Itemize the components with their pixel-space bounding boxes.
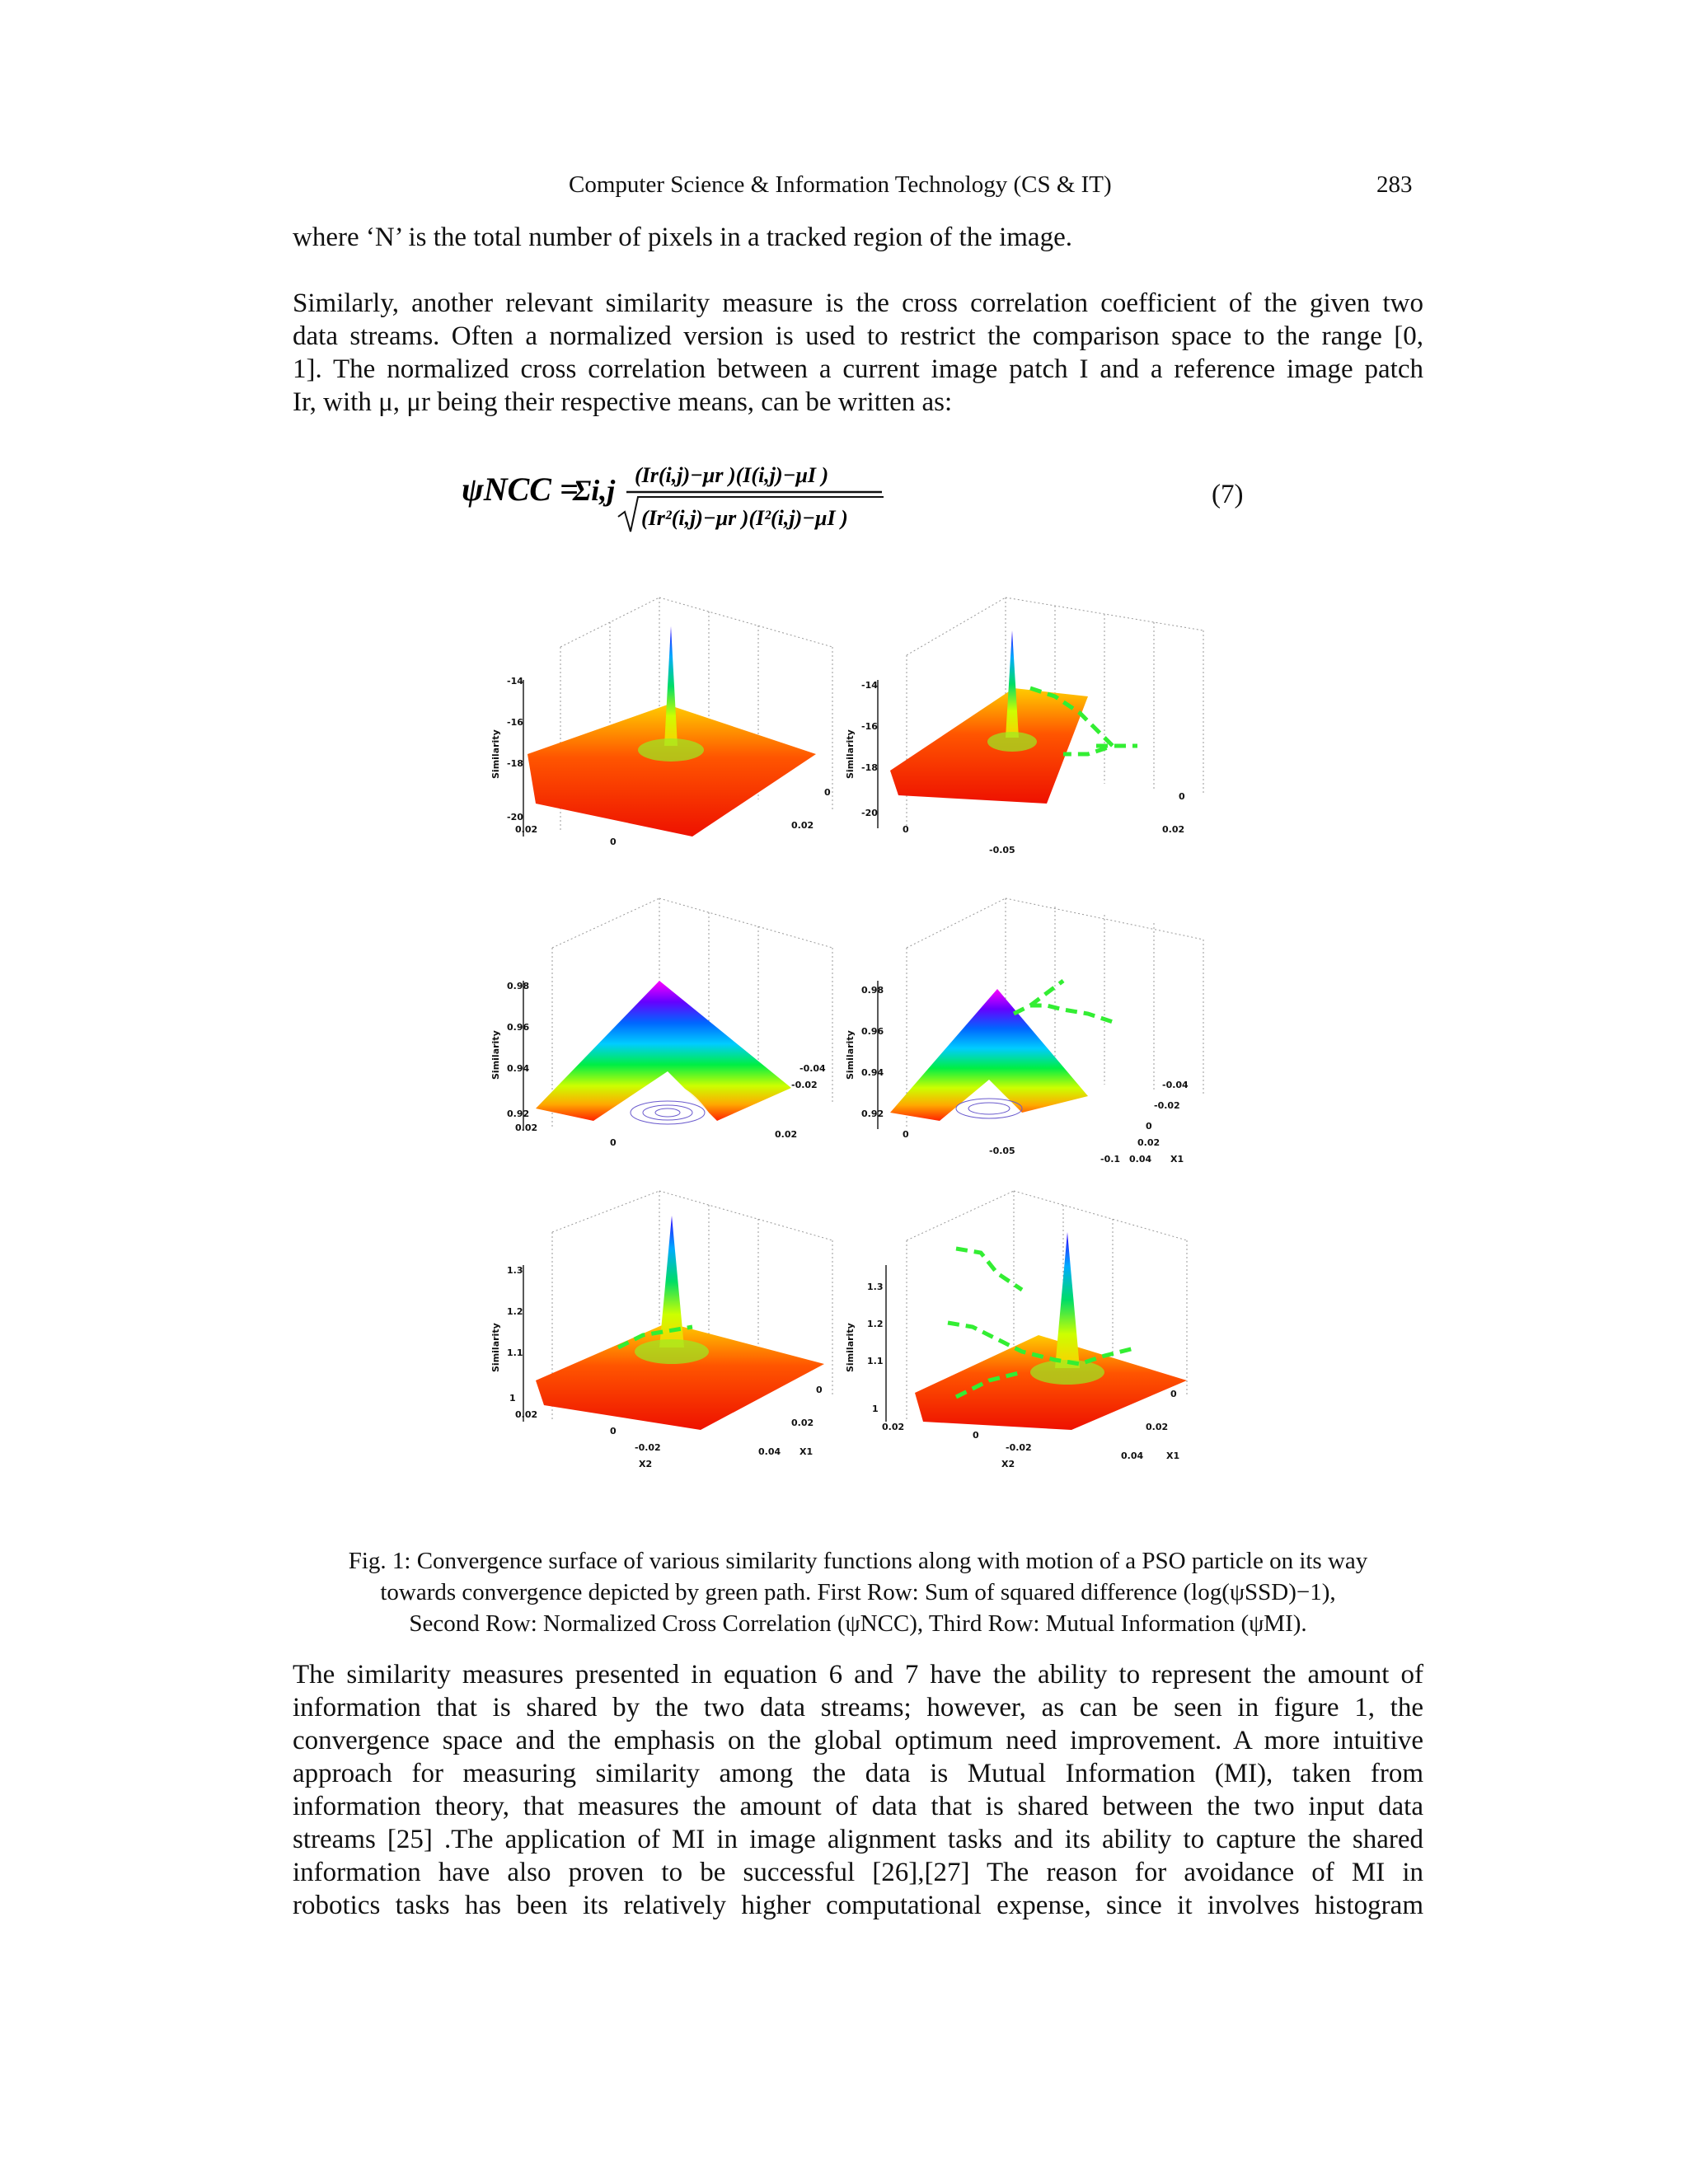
panel-ssd-left	[490, 589, 857, 886]
paragraph-3	[293, 1658, 1423, 1922]
paragraph-line: where ‘N’ is the total number of pixels in a tracked region of the image.	[293, 223, 1072, 252]
ytick: 0.92	[507, 1108, 530, 1119]
ytick: 1.2	[507, 1306, 523, 1317]
xtick: 0.02	[1162, 824, 1185, 835]
ytick: 0.94	[507, 1063, 530, 1074]
panel-ncc-right	[845, 890, 1212, 1187]
xtick: 0.02	[1146, 1422, 1169, 1432]
paragraph-line: Ir, with μ, μr being their respective means, can be written as:	[293, 387, 953, 417]
paragraph-line: information that is shared by the two data streams; however, as can be seen in figure 1, the	[293, 1693, 1423, 1722]
ytick: 1.3	[867, 1282, 884, 1292]
ytick: 0.94	[861, 1067, 884, 1078]
panel-mi-right	[845, 1183, 1212, 1479]
xtick: -0.02	[791, 1080, 818, 1090]
equation-sum: Σi,j	[573, 474, 616, 507]
ytick: -16	[507, 717, 523, 728]
xtick: 0	[1179, 791, 1185, 802]
ytick: 1	[872, 1404, 879, 1414]
ytick: -14	[507, 676, 523, 687]
xtick: 0.02	[775, 1129, 798, 1140]
ytick: 0.96	[507, 1022, 530, 1033]
xtick: 0	[610, 1426, 617, 1436]
panel-ncc-left	[490, 890, 857, 1187]
x1-label: X1	[799, 1446, 814, 1457]
surface-plot	[845, 890, 1212, 1187]
xtick: 0.02	[791, 1418, 814, 1428]
surface-plot	[490, 1183, 857, 1479]
xtick: -0.05	[989, 845, 1015, 855]
xtick: 0.02	[882, 1422, 905, 1432]
x1-label: X1	[1166, 1451, 1180, 1461]
paragraph-line: The similarity measures presented in equation 6 and 7 have the ability to represent the amount of	[293, 1660, 1423, 1690]
xtick: -0.04	[799, 1063, 826, 1074]
peak	[664, 626, 678, 746]
journal-title: Computer Science & Information Technology (CS & IT)	[569, 171, 1112, 198]
paragraph-line: information theory, that measures the amount of data that is shared between the two input data	[293, 1792, 1423, 1821]
xtick: -0.02	[635, 1442, 661, 1453]
ylabel: Similarity	[490, 729, 501, 779]
panel-mi-left	[490, 1183, 857, 1479]
ytick: -18	[507, 758, 523, 769]
xtick: -0.05	[989, 1146, 1015, 1156]
ylabel: Similarity	[490, 1323, 501, 1372]
equation-graphic	[462, 449, 1253, 548]
paragraph-line: convergence space and the emphasis on the global optimum need improvement. A more intuitive	[293, 1726, 1423, 1755]
paragraph-line: streams [25] .The application of MI in image alignment tasks and its ability to capture the shared	[293, 1825, 1423, 1854]
xtick: 0	[973, 1430, 979, 1441]
equation-denominator: (Ir²(i,j)−μr )(I²(i,j)−μI )	[641, 506, 848, 530]
page-number: 283	[1376, 171, 1413, 198]
xtick: -0.04	[1162, 1080, 1189, 1090]
paragraph-line: information have also proven to be successful [26],[27] The reason for avoidance of MI in	[293, 1858, 1423, 1887]
ytick: -20	[507, 812, 523, 823]
ytick: -18	[861, 762, 878, 773]
paragraph-line: robotics tasks has been its relatively higher computational expense, since it involves histogram	[293, 1891, 1423, 1920]
xtick: 0.02	[515, 1122, 538, 1133]
xtick: 0.02	[791, 820, 814, 831]
xtick: 0.04	[1121, 1451, 1144, 1461]
figure-caption	[293, 1545, 1423, 1639]
caption-line: Second Row: Normalized Cross Correlation (ψNCC), Third Row: Mutual Information (ψMI).	[409, 1610, 1307, 1637]
xtick: 0	[824, 787, 831, 798]
surface-plot	[845, 589, 1212, 886]
equation-numerator: (Ir(i,j)−μr )(I(i,j)−μI )	[635, 463, 829, 487]
paragraph-line: approach for measuring similarity among the data is Mutual Information (MI), taken from	[293, 1759, 1423, 1788]
paragraph-line: Similarly, another relevant similarity measure is the cross correlation coefficient of the given two	[293, 288, 1423, 318]
peak	[1055, 1232, 1080, 1368]
xtick: 0	[1146, 1121, 1152, 1132]
xtick: 0	[610, 1137, 617, 1148]
paragraph-line: data streams. Often a normalized version is used to restrict the comparison space to the range [0,	[293, 321, 1423, 351]
surface	[890, 688, 1088, 804]
xtick: 0.02	[1137, 1137, 1160, 1148]
xtick: 0	[1170, 1389, 1177, 1399]
caption-line: Fig. 1: Convergence surface of various similarity functions along with motion of a PSO particle on its way	[348, 1548, 1368, 1574]
ytick: 0.98	[507, 981, 530, 991]
xtick: 0	[816, 1385, 823, 1395]
xtick: 0.04	[1129, 1154, 1152, 1165]
ytick: 1	[509, 1393, 516, 1404]
xtick: 0.02	[515, 1409, 538, 1420]
ylabel: Similarity	[490, 1030, 501, 1080]
x2-label: X2	[639, 1459, 653, 1469]
xtick: 0	[903, 1129, 909, 1140]
equation-number: (7)	[1212, 480, 1244, 509]
pso-path	[1014, 1005, 1113, 1022]
ylabel: Similarity	[845, 729, 856, 779]
xtick: 0.04	[758, 1446, 781, 1457]
paragraph-line: 1]. The normalized cross correlation between a current image patch I and a reference image patch	[293, 354, 1423, 384]
ytick: -16	[861, 721, 878, 732]
xtick: -0.1	[1100, 1154, 1121, 1165]
ytick: 0.98	[861, 985, 884, 996]
equation-7	[462, 449, 1253, 548]
xtick: 0	[610, 837, 617, 847]
ytick: 1.3	[507, 1265, 523, 1276]
paragraph-2	[293, 287, 1423, 419]
ytick: 1.2	[867, 1319, 884, 1329]
equation-lhs: ψNCC =	[462, 471, 579, 508]
surface-plot	[490, 890, 857, 1187]
figure-1	[490, 589, 1212, 1488]
ylabel: Similarity	[845, 1323, 856, 1372]
xtick: -0.02	[1006, 1442, 1032, 1453]
x1-label: X1	[1170, 1154, 1184, 1165]
x2-label: X2	[1001, 1459, 1015, 1469]
ytick: -14	[861, 680, 878, 691]
surface-plot	[845, 1183, 1212, 1479]
xtick: -0.02	[1154, 1100, 1180, 1111]
pso-path	[956, 1249, 1022, 1290]
ytick: 0.96	[861, 1026, 884, 1037]
peak	[1006, 630, 1019, 738]
ylabel: Similarity	[845, 1030, 856, 1080]
paragraph-1	[293, 221, 1423, 254]
ytick: 1.1	[867, 1356, 884, 1366]
caption-line: towards convergence depicted by green path. First Row: Sum of squared difference (log(ψSSD)−1),	[380, 1579, 1336, 1605]
xtick: 0.02	[515, 824, 538, 835]
surface-plot	[490, 589, 857, 886]
ytick: -20	[861, 808, 878, 818]
ytick: 1.1	[507, 1347, 523, 1358]
xtick: 0	[903, 824, 909, 835]
ytick: 0.92	[861, 1108, 884, 1119]
panel-ssd-right	[845, 589, 1212, 886]
